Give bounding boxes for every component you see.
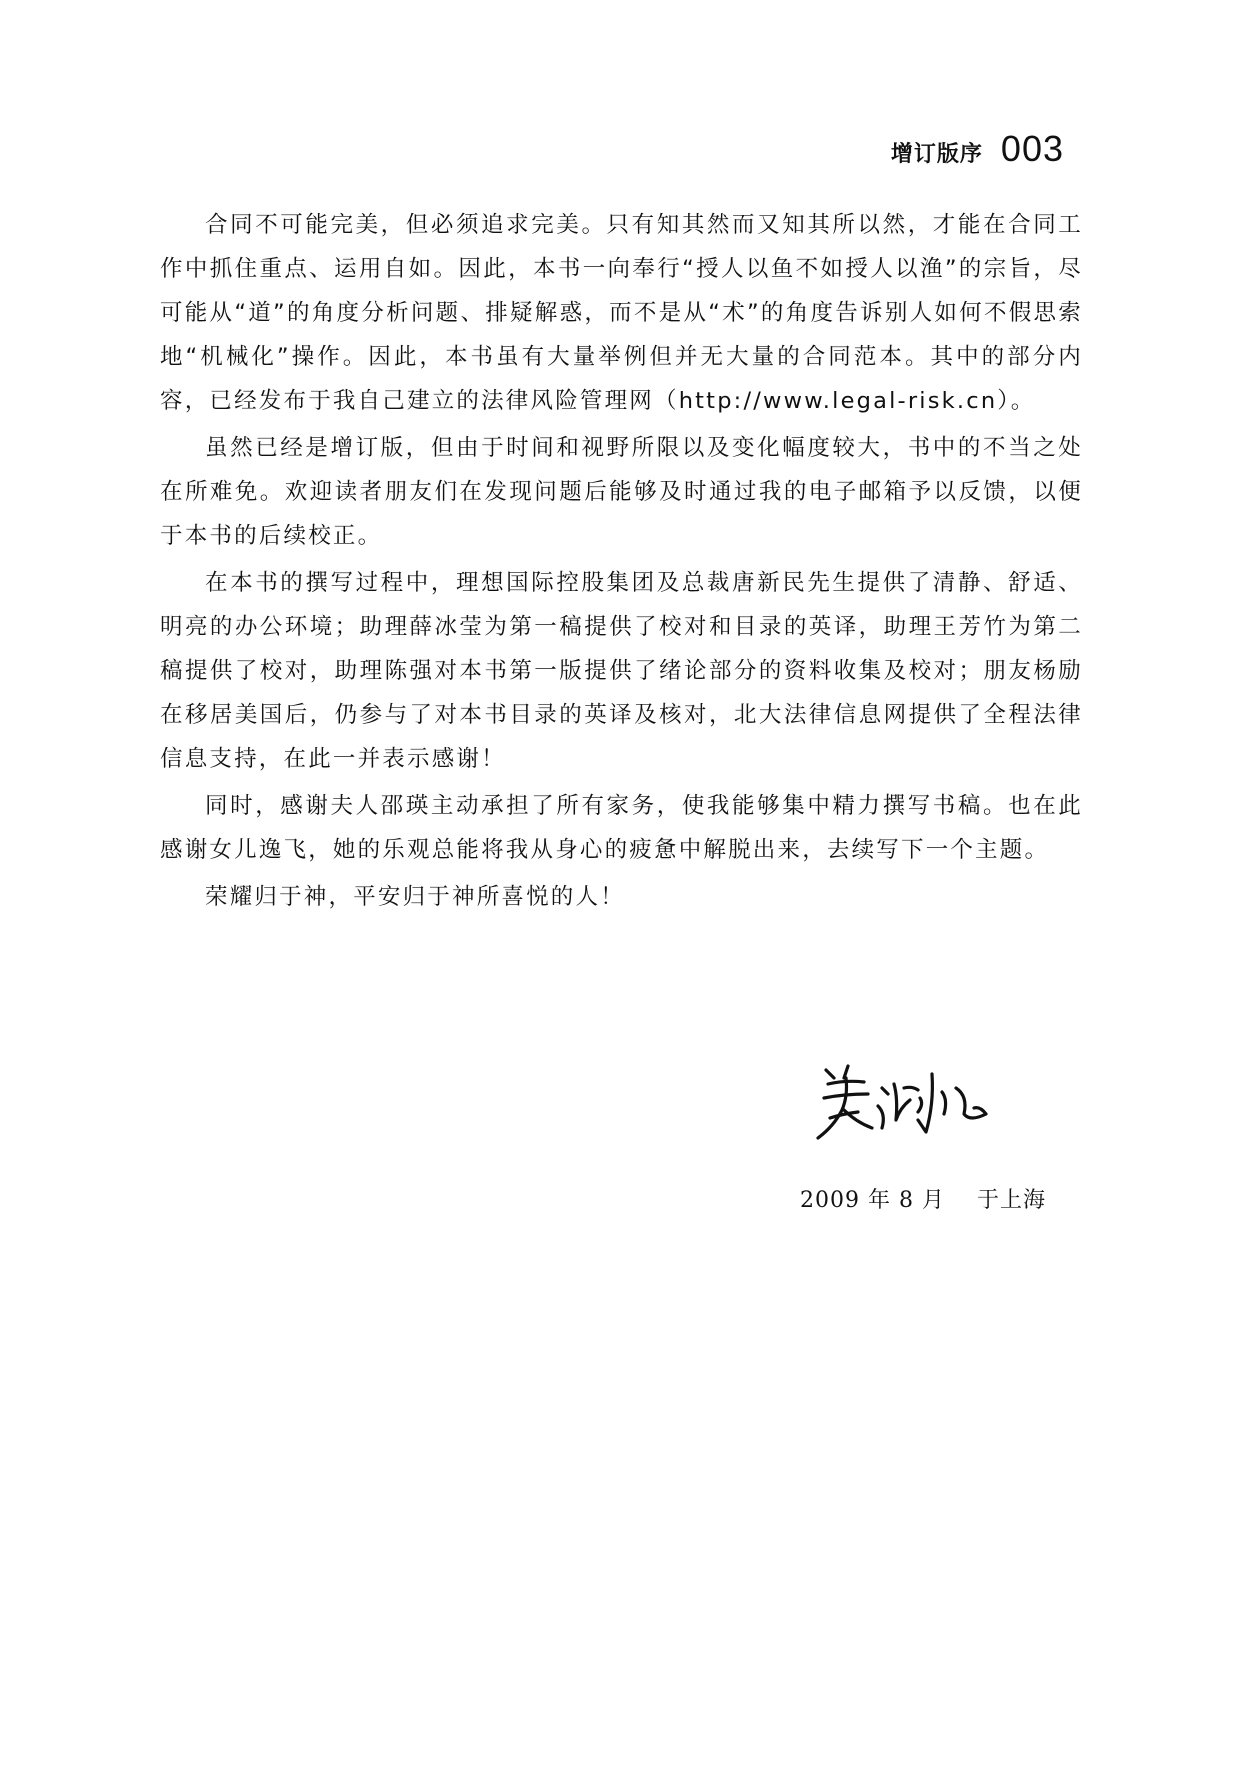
paragraph-3: 在本书的撰写过程中，理想国际控股集团及总裁唐新民先生提供了清静、舒适、明亮的办公环境；助理薛冰莹为第一稿提供了校对和目录的英译，助理王芳竹为第二稿提供了校对，助理陈强对本书第一版提供了绪论部分的资料收集及校对；朋友杨励在移居美国后，仍参与了对本书目录的英译及核对，北大法律信息网提供了全程法律信息支持，在此一并表示感谢！: [160, 570, 1083, 772]
paragraph-1: 合同不可能完美，但必须追求完美。只有知其然而又知其所以然，才能在合同工作中抓住重点、运用自如。因此，本书一向奉行“授人以鱼不如授人以渔”的宗旨，尽可能从“道”的角度分析问题、排疑解惑，而不是从“术”的角度告诉别人如何不假思索地“机械化”操作。因此，本书虽有大量举例但并无大量的合同范本。其中的部分内容，已经发布于我自己建立的法律风险管理网（http://www.legal-risk.cn）。: [160, 212, 1083, 414]
place-text: 于上海: [976, 1188, 1046, 1213]
preface-body: [160, 203, 1083, 922]
paragraph-2: 虽然已经是增订版，但由于时间和视野所限以及变化幅度较大，书中的不当之处在所难免。欢迎读者朋友们在发现问题后能够及时通过我的电子邮箱予以反馈，以便于本书的后续校正。: [160, 435, 1083, 549]
signature-drawing: [808, 1048, 1008, 1158]
running-header: [891, 128, 1064, 170]
date-text: 2009 年 8 月: [800, 1188, 945, 1213]
page-number: 003: [1000, 128, 1064, 169]
handwritten-signature: [808, 1048, 1008, 1158]
paragraph-4: 同时，感谢夫人邵瑛主动承担了所有家务，使我能够集中精力撰写书稿。也在此感谢女儿逸飞，她的乐观总能将我从身心的疲惫中解脱出来，去续写下一个主题。: [160, 793, 1083, 863]
section-title: 增订版序: [890, 142, 983, 167]
closing-line: [800, 1183, 1046, 1214]
paragraph-5: 荣耀归于神，平安归于神所喜悦的人！: [205, 884, 625, 910]
